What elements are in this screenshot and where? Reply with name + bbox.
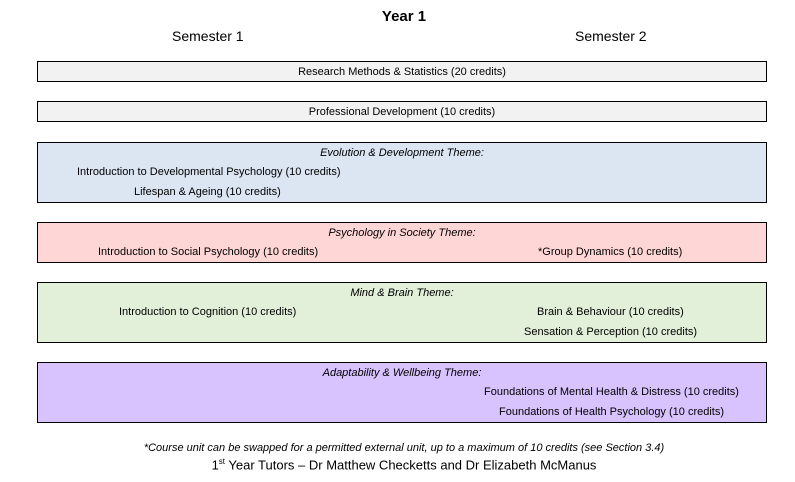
year-tutors-line [0, 457, 795, 472]
unit-brain-behaviour: Brain & Behaviour (10 credits) [537, 306, 684, 318]
research-methods-unit: Research Methods & Statistics (20 credits) [298, 66, 506, 78]
unit-intro-developmental-psychology: Introduction to Developmental Psychology (10 credits) [77, 166, 341, 178]
professional-development-unit: Professional Development (10 credits) [308, 106, 496, 118]
tutors-superscript: st [218, 457, 226, 466]
unit-mental-health-distress: Foundations of Mental Health & Distress (10 credits) [484, 386, 739, 398]
tutors-names: Year Tutors – Dr Matthew Checketts and Dr Elizabeth McManus [225, 457, 597, 473]
unit-intro-social-psychology: Introduction to Social Psychology (10 credits) [98, 246, 319, 258]
tutors-prefix: 1 [211, 457, 219, 473]
year-title: Year 1 [381, 8, 427, 25]
mind-brain-theme-box [37, 282, 767, 343]
evolution-development-theme-title: Evolution & Development Theme: [320, 147, 484, 159]
semester-1-heading: Semester 1 [172, 28, 244, 44]
semester-2-heading: Semester 2 [575, 28, 647, 44]
psychology-in-society-theme-box [37, 222, 767, 263]
adaptability-wellbeing-theme-box [37, 362, 767, 423]
mind-brain-theme-title: Mind & Brain Theme: [350, 287, 454, 299]
professional-development-box [37, 101, 767, 122]
adaptability-wellbeing-theme-title: Adaptability & Wellbeing Theme: [322, 367, 482, 379]
unit-group-dynamics: *Group Dynamics (10 credits) [538, 246, 683, 258]
unit-health-psychology: Foundations of Health Psychology (10 credits) [499, 406, 725, 418]
unit-intro-cognition: Introduction to Cognition (10 credits) [119, 306, 297, 318]
unit-sensation-perception: Sensation & Perception (10 credits) [524, 326, 698, 338]
psychology-in-society-theme-title: Psychology in Society Theme: [328, 227, 476, 239]
evolution-development-theme-box [37, 142, 767, 203]
research-methods-box [37, 61, 767, 82]
footnote-swap-note: *Course unit can be swapped for a permitted external unit, up to a maximum of 10 credits (see Section 3.4) [143, 442, 665, 454]
unit-lifespan-ageing: Lifespan & Ageing (10 credits) [134, 186, 281, 198]
